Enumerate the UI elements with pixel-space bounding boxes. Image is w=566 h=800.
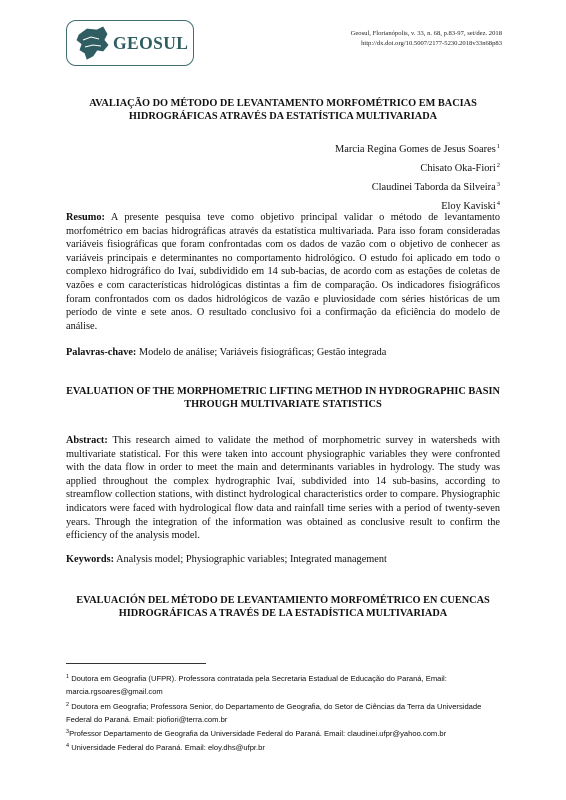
footnote-1: $^1$ Doutora em Geografia (UFPR). Professora contratada pela Secretaria Estadual de Educação do Paraná, Email: marcia.rgsoares@gmail.com bbox=[66, 674, 447, 697]
keywords-english bbox=[66, 553, 500, 567]
footnote-4: $^4$ Universidade Federal do Paraná. Email: eloy.dhs@ufpr.br bbox=[66, 743, 265, 753]
journal-doi-link[interactable]: http://dx.doi.org/10.5007/2177-5230.2018v33n68p83 bbox=[361, 40, 502, 47]
abstract-portuguese bbox=[66, 211, 500, 333]
footnote-divider bbox=[66, 663, 206, 664]
author-1: Marcia Regina Gomes de Jesus Soares$^1$ bbox=[335, 143, 500, 155]
keywords-label: Keywords: bbox=[66, 554, 115, 565]
abstract-english bbox=[66, 434, 500, 543]
geosul-logo bbox=[66, 20, 194, 66]
keywords-portuguese bbox=[66, 346, 500, 360]
abstract-text: This research aimed to validate the method of morphometric survey in watersheds with multivariate statistical. For this were taken into account physiographic variables they were confronted with the data flow in order to meet the main and determinants variables in hydrology. The study was applied throughout the complex hydrographic Ivaí, subdivided into 14 sub-basins, according to streamflow collection stations, with distinct hydrological characteristics order to compare. Physiographic indicators were faced with hydrological flow data and rainfall time series with a period of twenty-seven years. Through the integration of the information was obtained as conclusive result to confirm the efficiency of the analysis model. bbox=[66, 435, 501, 542]
journal-citation bbox=[351, 29, 502, 49]
title-spanish: EVALUACIÓN DEL MÉTODO DE LEVANTAMIENTO MORFOMÉTRICO EN CUENCAS HIDROGRÁFICAS A TRAVÉS DE LA ESTADÍSTICA MULTIVARIADA bbox=[76, 595, 490, 619]
abstract-text: A presente pesquisa teve como objetivo principal validar o método de levantamento morfométrico em bacias hidrográficas através da estatística multivariada. Para isso foram consideradas variáveis fisiográficas que foram confrontadas com os dados de vazão com o objetivo de conhecer as variáveis principais e determinantes no comportamento hidrológico. O estudo foi aplicado em todo o complexo hidrográfico do Ivaí, subdividido em 14 sub-bacias, de acordo com as estações de coletas de vazões e com características hidrológicas distintas a fim de comparação. Os indicadores fisiográficos foram confrontados com os dados hidrológicos de vazão e pluviosidade com séries históricas de um período de vinte e sete anos. O resultado conclusivo foi a confirmação da eficiência do modelo de análise. bbox=[66, 212, 500, 332]
keywords-label: Palavras-chave: bbox=[66, 347, 137, 358]
author-2: Chisato Oka-Fiori$^2$ bbox=[420, 162, 500, 174]
footnote-3: $^3$Professor Departamento de Geografia da Universidade Federal do Paraná. Email: claudinei.ufpr@yahoo.com.br bbox=[66, 729, 447, 739]
abstract-label: Abstract: bbox=[66, 435, 108, 446]
keywords-text: Modelo de análise; Variáveis fisiográficas; Gestão integrada bbox=[138, 347, 387, 358]
abstract-label: Resumo: bbox=[66, 212, 105, 223]
author-3: Claudinei Taborda da Silveira$^3$ bbox=[371, 181, 500, 193]
title-english: EVALUATION OF THE MORPHOMETRIC LIFTING METHOD IN HYDROGRAPHIC BASIN THROUGH MULTIVARIATE STATISTICS bbox=[66, 386, 500, 410]
south-region-map-icon bbox=[73, 25, 113, 63]
footnotes bbox=[66, 671, 506, 755]
logo-text: GEOSUL bbox=[113, 33, 189, 53]
author-4: Eloy Kaviski$^4$ bbox=[441, 200, 500, 212]
footnote-2: $^2$ Doutora em Geografia; Professora Senior, do Departamento de Geografia, do Setor de Ciências da Terra da Universidade Federal do Paraná. Email: piofiori@terra.com.br bbox=[66, 701, 482, 724]
keywords-text: Analysis model; Physiographic variables; Integrated management bbox=[116, 554, 387, 565]
journal-volume-line: Geosul, Florianópolis, v. 33, n. 68, p.83-97, set/dez. 2018 bbox=[350, 30, 502, 37]
author-list bbox=[335, 139, 500, 215]
title-portuguese: AVALIAÇÃO DO MÉTODO DE LEVANTAMENTO MORFOMÉTRICO EM BACIAS HIDROGRÁFICAS ATRAVÉS DA ESTATÍSTICA MULTIVARIADA bbox=[89, 98, 477, 122]
